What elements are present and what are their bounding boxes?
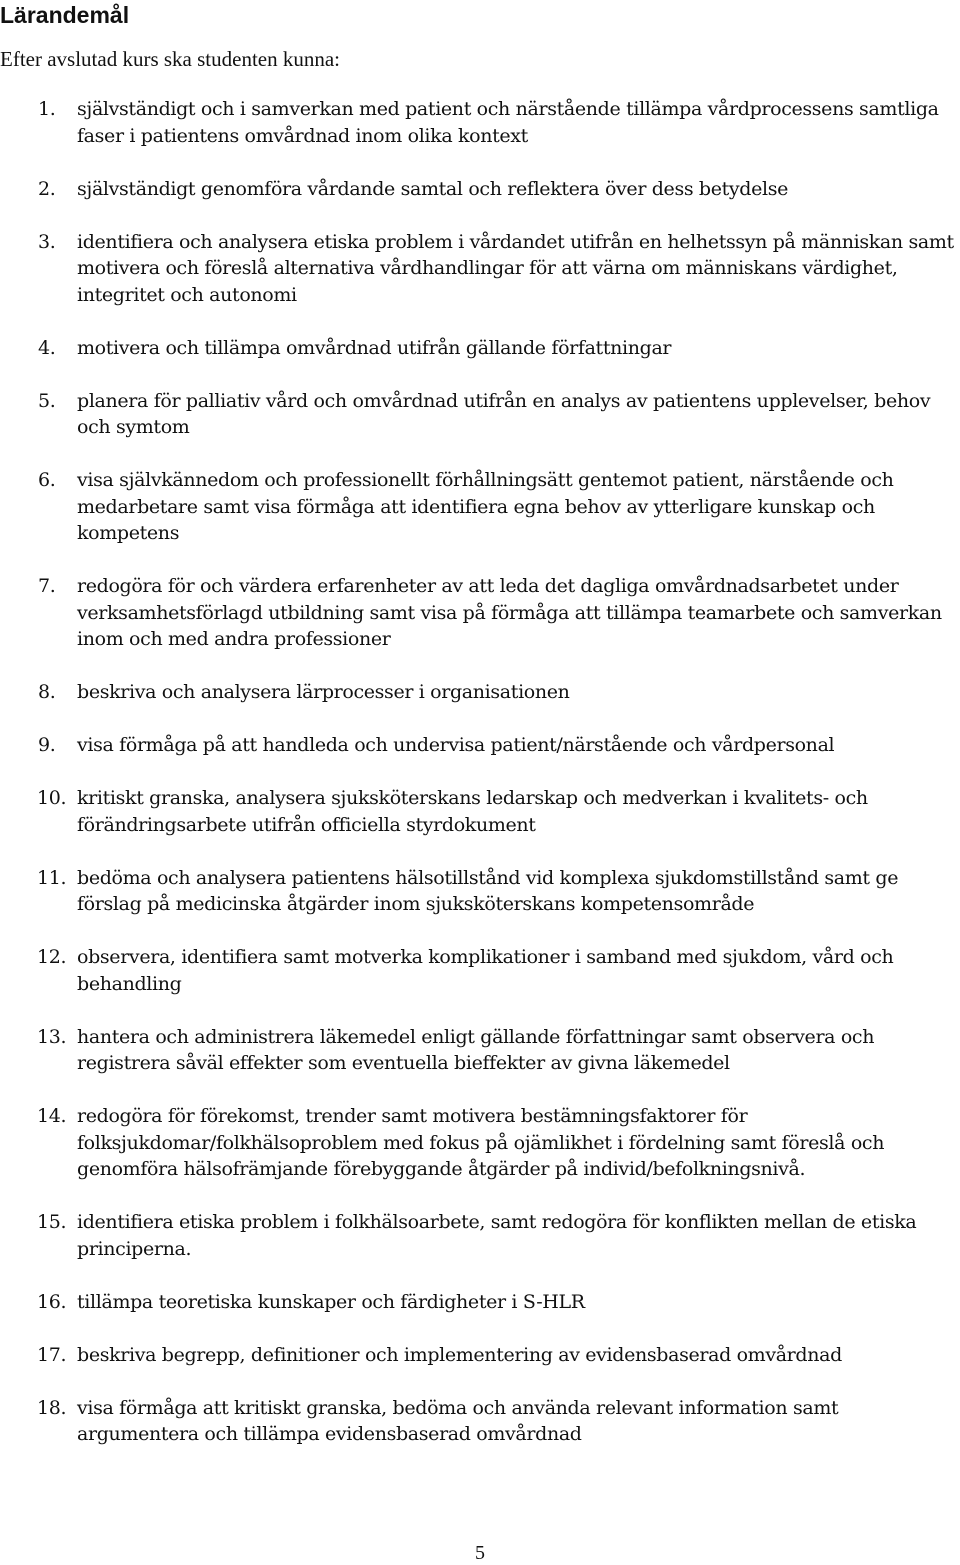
list-item-number: 7. <box>38 575 56 597</box>
section-heading: Lärandemål <box>0 2 130 28</box>
page-number: 5 <box>475 1542 485 1564</box>
list-item <box>0 388 960 441</box>
list-item <box>0 732 960 759</box>
list-item-text: identifiera etiska problem i folkhälsoarbete, samt redogöra för konflikten mellan de etiska principerna. <box>77 1211 917 1260</box>
list-item-text: observera, identifiera samt motverka komplikationer i samband med sjukdom, vård och behandling <box>77 946 894 995</box>
list-item-number: 3. <box>38 230 56 253</box>
list-item <box>0 1024 960 1077</box>
list-item-number: 16. <box>37 1290 67 1313</box>
list-item-number: 15. <box>37 1211 67 1233</box>
list-item <box>0 573 960 653</box>
list-item <box>0 229 960 309</box>
list-item <box>0 96 960 149</box>
list-item-number: 6. <box>38 469 56 491</box>
list-item-text: bedöma och analysera patientens hälsotillstånd vid komplexa sjukdomstillstånd samt ge förslag på medicinska åtgärder inom sjuksköterskans kompetensområde <box>77 866 899 915</box>
list-item <box>0 1209 960 1262</box>
list-item-text: självständigt och i samverkan med patient och närstående tillämpa vårdprocessens samtliga faser i patientens omvårdnad inom olika kontext <box>77 98 939 147</box>
list-item <box>0 679 960 706</box>
list-item-number: 11. <box>37 866 67 889</box>
list-item <box>0 335 960 362</box>
list-item-number: 8. <box>38 681 56 703</box>
list-item-number: 2. <box>38 177 56 200</box>
list-item <box>0 1103 960 1183</box>
list-item-text: visa självkännedom och professionellt förhållningsätt gentemot patient, närstående och medarbetare samt visa förmåga att identifiera egna behov av ytterligare kunskap och kompetens <box>77 469 894 544</box>
list-item-text: kritiskt granska, analysera sjuksköterskans ledarskap och medverkan i kvalitets- och förändringsarbete utifrån officiella styrdokument <box>77 787 868 836</box>
list-item-number: 1. <box>38 98 56 120</box>
list-item-number: 13. <box>37 1025 67 1048</box>
list-item-text: beskriva begrepp, definitioner och implementering av evidensbaserad omvårdnad <box>77 1343 842 1366</box>
list-item <box>0 1289 960 1316</box>
list-item <box>0 176 960 203</box>
list-item-text: visa förmåga att kritiskt granska, bedöma och använda relevant information samt argumentera och tillämpa evidensbaserad omvårdnad <box>77 1396 839 1445</box>
list-item-text: redogöra för och värdera erfarenheter av att leda det dagliga omvårdnadsarbetet under verksamhetsförlagd utbildning samt visa på förmåga att tillämpa teamarbete och samverkan inom och med andra professioner <box>77 575 942 650</box>
list-item <box>0 1395 960 1448</box>
list-item-number: 18. <box>37 1396 67 1419</box>
list-item-number: 10. <box>37 787 67 809</box>
list-item <box>0 944 960 997</box>
list-item <box>0 1342 960 1369</box>
list-item-number: 14. <box>37 1105 67 1127</box>
list-item <box>0 467 960 547</box>
list-item-text: visa förmåga på att handleda och undervisa patient/närstående och vårdpersonal <box>77 734 835 756</box>
list-item-number: 12. <box>37 946 67 968</box>
list-item-text: planera för palliativ vård och omvårdnad utifrån en analys av patientens upplevelser, behov och symtom <box>77 389 931 438</box>
intro-text: Efter avslutad kurs ska studenten kunna: <box>0 47 340 71</box>
list-item-text: beskriva och analysera lärprocesser i organisationen <box>77 681 570 703</box>
list-item-number: 5. <box>38 389 56 412</box>
list-item-text: tillämpa teoretiska kunskaper och färdigheter i S-HLR <box>77 1290 585 1313</box>
list-item-text: självständigt genomföra vårdande samtal och reflektera över dess betydelse <box>77 177 789 200</box>
list-item-text: hantera och administrera läkemedel enligt gällande författningar samt observera och registrera såväl effekter som eventuella bieffekter av givna läkemedel <box>77 1025 875 1074</box>
list-item-text: redogöra för förekomst, trender samt motivera bestämningsfaktorer för folksjukdomar/folkhälsoproblem med fokus på ojämlikhet i fördelning samt föreslå och genomföra hälsofrämjande förebyggande åtgärder på individ/befolkningsnivå. <box>77 1105 885 1180</box>
list-item-number: 4. <box>38 336 56 359</box>
list-item-number: 17. <box>37 1343 67 1366</box>
learning-objectives-list <box>0 96 960 1474</box>
list-item <box>0 865 960 918</box>
list-item-text: identifiera och analysera etiska problem i vårdandet utifrån en helhetssyn på människan samt motivera och föreslå alternativa vårdhandlingar för att värna om människans värdighet, integritet och autonomi <box>77 230 954 306</box>
list-item-text: motivera och tillämpa omvårdnad utifrån gällande författningar <box>77 336 672 359</box>
list-item-number: 9. <box>38 734 56 756</box>
list-item <box>0 785 960 838</box>
